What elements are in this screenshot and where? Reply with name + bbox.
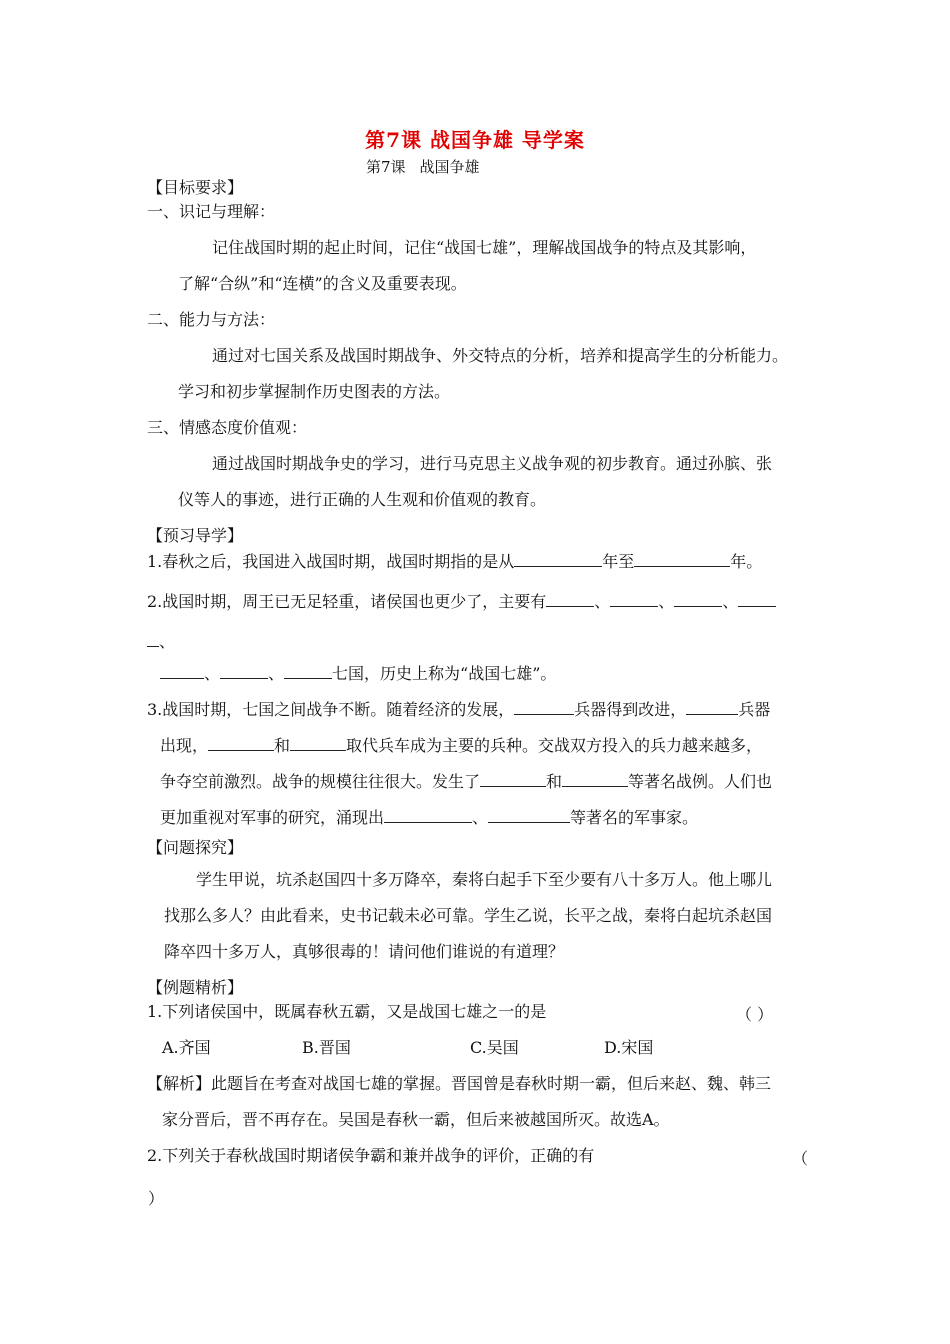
q3-text-a3: 兵器 <box>738 700 771 719</box>
q3-text-d1: 更加重视对军事的研究，涌现出 <box>160 808 385 827</box>
subtitle-lesson: 第7课 <box>366 158 406 176</box>
option-c[interactable]: C.吴国 <box>470 1038 519 1057</box>
section-examples-heading: 【例题精析】 <box>147 978 244 997</box>
analysis-line-2: 家分晋后，晋不再存在。吴国是春秋一霸，但后来被越国所灭。故选A。 <box>162 1110 670 1129</box>
option-a[interactable]: A.齐国 <box>162 1038 211 1057</box>
example-question-1-answer-bracket[interactable]: （ ） <box>736 1005 774 1024</box>
q3-blank-8[interactable] <box>488 806 570 823</box>
q3-text-a: 3.战国时期，七国之间战争不断。随着经济的发展， <box>147 700 515 719</box>
q3-text-c2: 和 <box>546 772 563 791</box>
goals-paragraph-3a: 通过战国时期战争史的学习，进行马克思主义战争观的初步教育。通过孙膑、张 <box>212 454 773 473</box>
subtitle <box>366 156 480 177</box>
q1-text-a: 1.春秋之后，我国进入战国时期，战国时期指的是从 <box>147 552 515 571</box>
q3-blank-4[interactable] <box>290 734 346 751</box>
q2-blank-5[interactable] <box>160 662 204 679</box>
goals-paragraph-1a: 记住战国时期的起止时间，记住“战国七雄”，理解战国战争的特点及其影响， <box>212 238 757 257</box>
goals-paragraph-2a: 通过对七国关系及战国时期战争、外交特点的分析，培养和提高学生的分析能力。 <box>212 346 789 365</box>
q2-sep-1: 、 <box>594 592 611 611</box>
q3-text-d2: 、 <box>472 808 489 827</box>
q2-blank-1[interactable] <box>546 590 594 607</box>
example-question-2-bracket-open[interactable]: （ <box>792 1149 809 1168</box>
q3-text-a2: 兵器得到改进， <box>574 700 687 719</box>
preview-question-2-end <box>160 662 556 684</box>
q2-text-a: 2.战国时期，周王已无足轻重，诸侯国也更少了，主要有 <box>147 592 547 611</box>
preview-question-3-line4 <box>160 806 698 828</box>
goals-paragraph-2b: 学习和初步掌握制作历史图表的方法。 <box>178 382 451 401</box>
q2-blank-4b[interactable] <box>147 630 159 647</box>
goals-heading-1: 一、识记与理解： <box>147 202 276 221</box>
goals-paragraph-1b: 了解“合纵”和“连横”的含义及重要表现。 <box>178 274 467 293</box>
q3-blank-6[interactable] <box>562 770 628 787</box>
q2-text-end: 七国，历史上称为“战国七雄”。 <box>332 664 557 683</box>
goals-heading-3: 三、情感态度价值观： <box>147 418 308 437</box>
section-goals-heading: 【目标要求】 <box>147 178 244 197</box>
preview-question-3-line3 <box>160 770 772 792</box>
section-preview-heading: 【预习导学】 <box>147 526 244 545</box>
q3-text-d3: 等著名的军事家。 <box>570 808 699 827</box>
explore-paragraph-3: 降卒四十多万人，真够很毒的！请问他们谁说的有道理？ <box>164 942 565 961</box>
q2-sep-2: 、 <box>658 592 675 611</box>
q1-blank-end-year[interactable] <box>634 550 730 567</box>
q1-blank-start-year[interactable] <box>514 550 602 567</box>
q3-text-c3: 等著名战例。人们也 <box>628 772 773 791</box>
q3-text-b2: 和 <box>274 736 291 755</box>
q2-blank-6[interactable] <box>220 662 268 679</box>
q3-text-b3: 取代兵车成为主要的兵种。交战双方投入的兵力越来越多， <box>346 736 763 755</box>
page-title: 第7课 战国争雄 导学案 <box>365 128 585 152</box>
example-question-2: 2.下列关于春秋战国时期诸侯争霸和兼并战争的评价，正确的有 <box>147 1146 595 1165</box>
option-d[interactable]: D.宋国 <box>604 1038 654 1057</box>
example-question-1: 1.下列诸侯国中，既属春秋五霸，又是战国七雄之一的是 <box>147 1002 547 1021</box>
q3-text-c1: 争夺空前激烈。战争的规模往往很大。发生了 <box>160 772 481 791</box>
preview-question-1 <box>147 550 762 572</box>
q2-blank-2[interactable] <box>610 590 658 607</box>
q2-blank-3[interactable] <box>674 590 722 607</box>
option-b[interactable]: B.晋国 <box>302 1038 351 1057</box>
explore-paragraph-1: 学生甲说，坑杀赵国四十多万降卒，秦将白起手下至少要有八十多万人。他上哪儿 <box>196 870 773 889</box>
q3-blank-3[interactable] <box>208 734 274 751</box>
explore-paragraph-2: 找那么多人？由此看来，史书记载未必可靠。学生乙说，长平之战，秦将白起坑杀赵国 <box>164 906 773 925</box>
preview-question-3-line2 <box>160 734 762 756</box>
analysis-line-1: 【解析】此题旨在考查对战国七雄的掌握。晋国曾是春秋时期一霸，但后来赵、魏、韩三 <box>147 1074 772 1093</box>
preview-question-2-cont <box>147 630 175 652</box>
q2-sep-4: 、 <box>159 632 176 651</box>
goals-heading-2: 二、能力与方法： <box>147 310 276 329</box>
q2-sep-5: 、 <box>204 664 221 683</box>
q2-sep-3: 、 <box>722 592 739 611</box>
q3-blank-1[interactable] <box>514 698 574 715</box>
q1-text-c: 年。 <box>730 552 763 571</box>
goals-paragraph-3b: 仪等人的事迹，进行正确的人生观和价值观的教育。 <box>178 490 547 509</box>
subtitle-topic: 战国争雄 <box>419 158 480 176</box>
preview-question-2 <box>147 590 776 612</box>
q2-blank-7[interactable] <box>284 662 332 679</box>
preview-question-3 <box>147 698 770 720</box>
q3-text-b1: 出现， <box>160 736 209 755</box>
example-question-2-bracket-close[interactable]: ） <box>148 1189 165 1208</box>
q3-blank-5[interactable] <box>480 770 546 787</box>
q2-blank-4a[interactable] <box>738 590 776 607</box>
q2-sep-6: 、 <box>268 664 285 683</box>
section-explore-heading: 【问题探究】 <box>147 838 244 857</box>
q3-blank-2[interactable] <box>686 698 738 715</box>
q1-text-b: 年至 <box>602 552 635 571</box>
q3-blank-7[interactable] <box>384 806 472 823</box>
